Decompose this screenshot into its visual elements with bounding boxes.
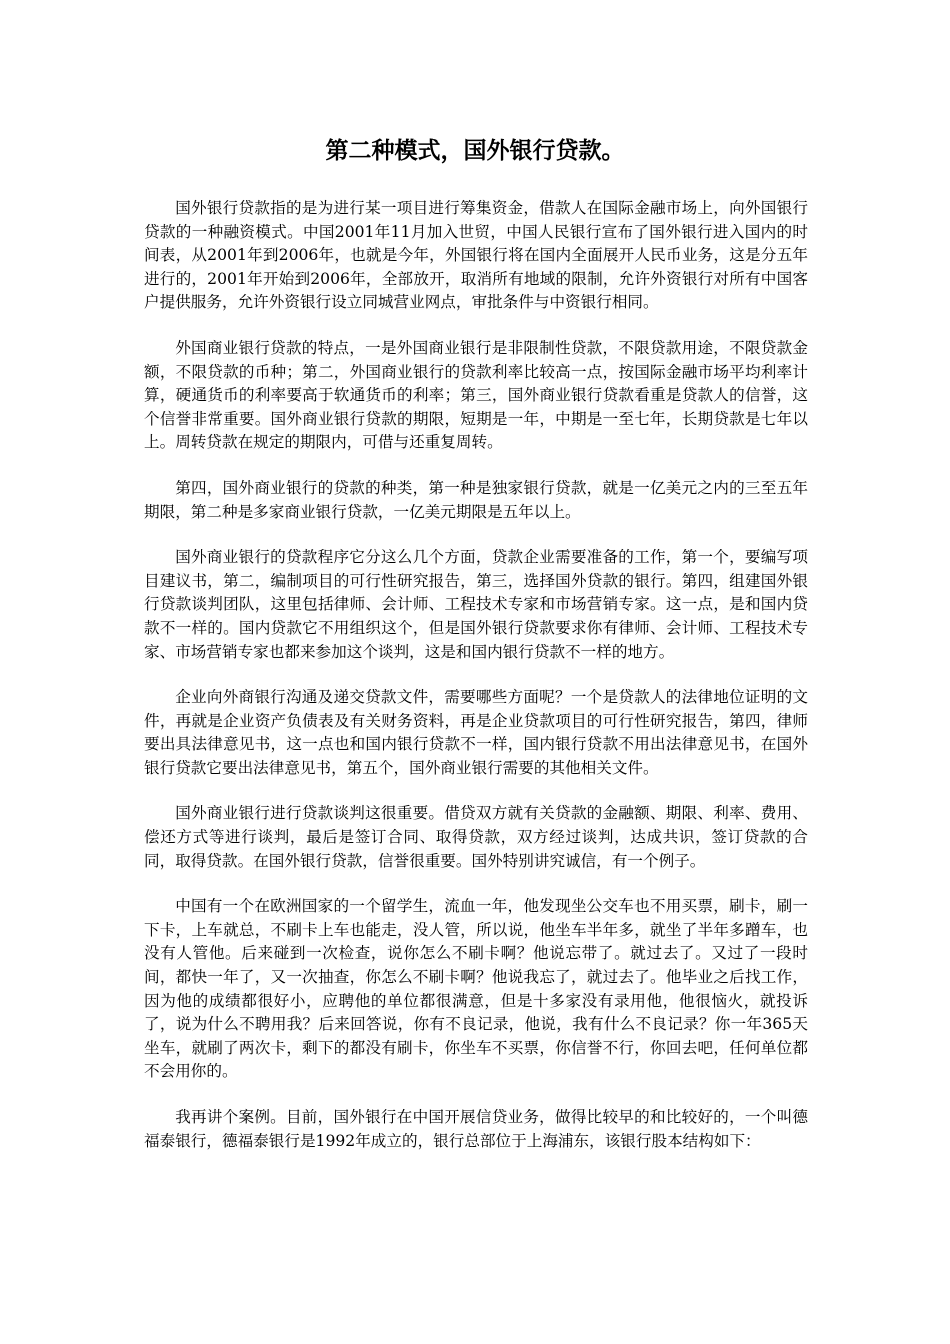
- paragraph-7: 中国有一个在欧洲国家的一个留学生，流血一年，他发现坐公交车也不用买票，刷卡，刷一下卡，上车就总，不刷卡上车也能走，没人管，所以说，他坐车半年多，就坐了半年多蹭车，也没有人管他。后来碰到一次检查，说你怎么不刷卡啊？他说忘带了。就过去了。又过了一段时间，都快一年了，又一次抽查，你怎么不刷卡啊？他说我忘了，就过去了。他毕业之后找工作，因为他的成绩都很好小，应聘他的单位都很满意，但是十多家没有录用他，他很恼火，就投诉了，说为什么不聘用我？后来回答说，你有不良记录，他说，我有什么不良记录？你一年365天坐车，就刷了两次卡，剩下的都没有刷卡，你坐车不买票，你信誉不行，你回去吧，任何单位都不会用你的。: [144, 897, 808, 1081]
- document-body: [144, 197, 808, 1175]
- paragraph-6: 国外商业银行进行贷款谈判这很重要。借贷双方就有关贷款的金融额、期限、利率、费用、偿还方式等进行谈判，最后是签订合同、取得贷款，双方经过谈判，达成共识，签订贷款的合同，取得贷款。在国外银行贷款，信誉很重要。国外特别讲究诚信，有一个例子。: [144, 804, 808, 870]
- paragraph-8: 我再讲个案例。目前，国外银行在中国开展信贷业务，做得比较早的和比较好的，一个叫德福泰银行，德福泰银行是1992年成立的，银行总部位于上海浦东，该银行股本结构如下：: [144, 1108, 808, 1150]
- paragraph-3: 第四，国外商业银行的贷款的种类，第一种是独家银行贷款，就是一亿美元之内的三至五年期限，第二种是多家商业银行贷款，一亿美元期限是五年以上。: [144, 478, 808, 521]
- paragraph-1: 国外银行贷款指的是为进行某一项目进行筹集资金，借款人在国际金融市场上，向外国银行贷款的一种融资模式。中国2001年11月加入世贸，中国人民银行宣布了国外银行进入国内的时间表，从2001年到2006年，也就是今年，外国银行将在国内全面展开人民币业务，这是分五年进行的，2001年开始到2006年，全部放开，取消所有地域的限制，允许外资银行对所有中国客户提供服务，允许外资银行设立同城营业网点，审批条件与中资银行相同。: [144, 199, 808, 312]
- paragraph-5: 企业向外商银行沟通及递交贷款文件，需要哪些方面呢？一个是贷款人的法律地位证明的文件，再就是企业资产负债表及有关财务资料，再是企业贷款项目的可行性研究报告，第四，律师要出具法律意见书，这一点也和国内银行贷款不一样，国内银行贷款不用出法律意见书，在国外银行贷款它要出法律意见书，第五个，国外商业银行需要的其他相关文件。: [144, 688, 808, 777]
- paragraph-2: 外国商业银行贷款的特点，一是外国商业银行是非限制性贷款，不限贷款用途，不限贷款金额，不限贷款的币种；第二，外国商业银行的贷款利率比较高一点，按国际金融市场平均利率计算，硬通货币的利率要高于软通货币的利率；第三，国外商业银行贷款看重是贷款人的信誉，这个信誉非常重要。国外商业银行贷款的期限，短期是一年，中期是一至七年，长期贷款是七年以上。周转贷款在规定的期限内，可借与还重复周转。: [144, 338, 808, 452]
- paragraph-4: 国外商业银行的贷款程序它分这么几个方面，贷款企业需要准备的工作，第一个，要编写项目建议书，第二，编制项目的可行性研究报告，第三，选择国外贷款的银行。第四，组建国外银行贷款谈判团队，这里包括律师、会计师、工程技术专家和市场营销专家。这一点，是和国内贷款不一样的。国内贷款它不用组织这个，但是国外银行贷款要求你有律师、会计师、工程技术专家、市场营销专家也都来参加这个谈判，这是和国内银行贷款不一样的地方。: [144, 548, 808, 661]
- document-title: 第二种模式，国外银行贷款。: [325, 138, 625, 164]
